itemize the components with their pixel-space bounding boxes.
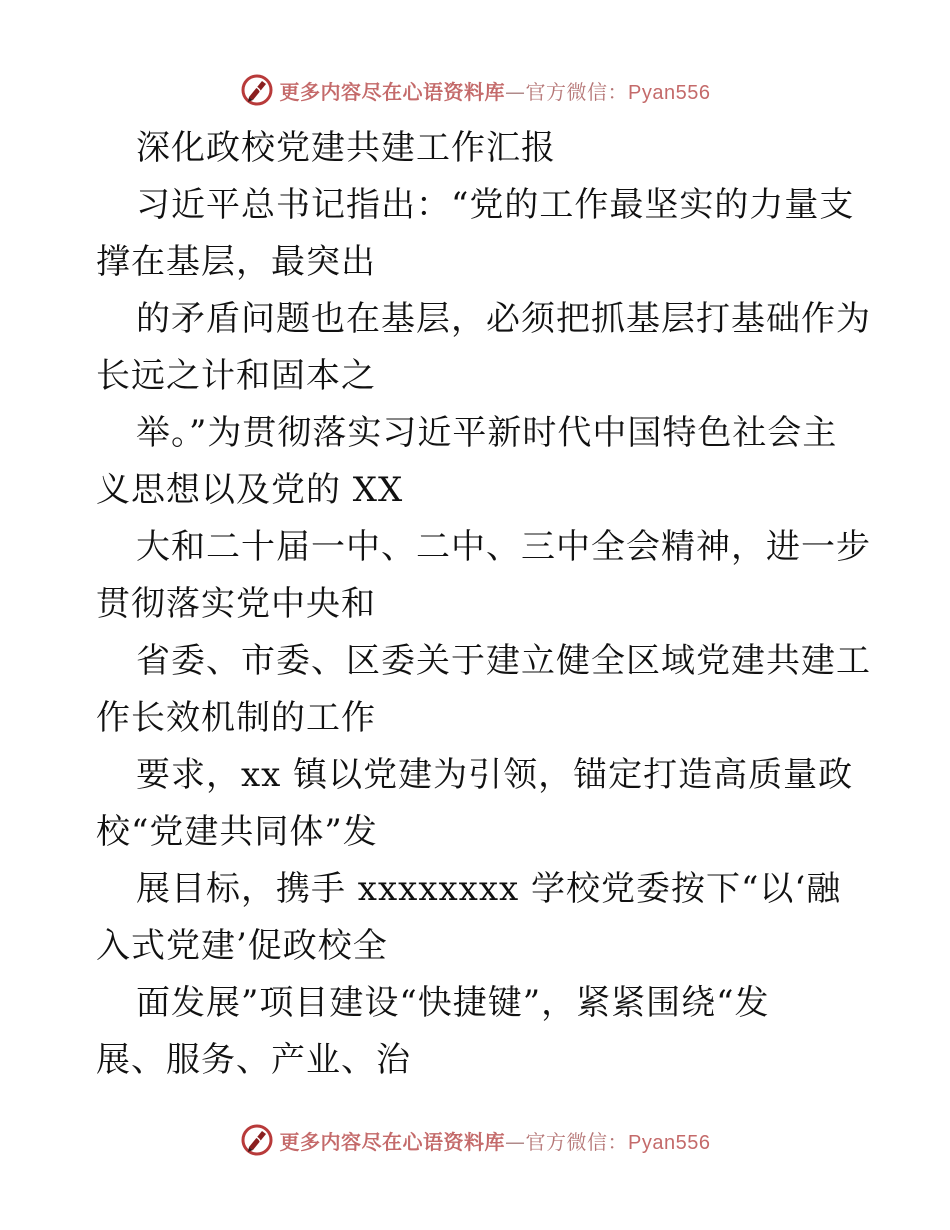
- paragraph-line: 省委、市委、区委关于建立健全区域党建共建工: [136, 641, 871, 681]
- paragraph-line: 义思想以及党的 XX: [96, 470, 404, 510]
- wechat-label: 官方微信：: [525, 79, 629, 104]
- paragraph-line: 长远之计和固本之: [96, 356, 376, 396]
- paragraph-line: 贯彻落实党中央和: [96, 584, 376, 624]
- paragraph-line: 举。”为贯彻落实习近平新时代中国特色社会主: [136, 413, 838, 453]
- paragraph-line: 展、服务、产业、治: [96, 1040, 411, 1080]
- site-name: 更多内容尽在心语资料库: [279, 79, 506, 104]
- header-watermark-text: [280, 76, 711, 105]
- paragraph-line: 要求，xx 镇以党建为引领，锚定打造高质量政: [136, 755, 854, 795]
- paragraph-line: 大和二十届一中、二中、三中全会精神，进一步: [136, 527, 871, 567]
- document-body: [96, 120, 871, 1089]
- wechat-id: Pyan556: [628, 81, 711, 104]
- footer-watermark: [0, 1120, 950, 1160]
- header-watermark-content: [240, 73, 711, 107]
- paragraph-line: 入式党建’促政校全: [96, 926, 388, 966]
- footer-watermark-content: [240, 1123, 711, 1157]
- brand-logo-icon: [240, 73, 274, 107]
- paragraph-line: 的矛盾问题也在基层，必须把抓基层打基础作为: [136, 299, 871, 339]
- site-separator: —: [505, 79, 526, 104]
- paragraph-line: 展目标，携手 xxxxxxxx 学校党委按下“以‘融: [136, 869, 842, 909]
- wechat-id: Pyan556: [628, 1131, 711, 1154]
- document-title: 深化政校党建共建工作汇报: [136, 128, 556, 168]
- paragraph-line: 作长效机制的工作: [96, 698, 376, 738]
- paragraph-line: 面发展”项目建设“快捷键”，紧紧围绕“发: [136, 983, 770, 1023]
- wechat-label: 官方微信：: [525, 1129, 629, 1154]
- paragraph-line: 习近平总书记指出：“党的工作最坚实的力量支: [136, 185, 855, 225]
- paragraph-line: 撑在基层，最突出: [96, 242, 376, 282]
- paragraph-line: 校“党建共同体”发: [96, 812, 378, 852]
- site-name: 更多内容尽在心语资料库: [279, 1129, 506, 1154]
- header-watermark: [0, 70, 950, 110]
- site-separator: —: [505, 1129, 526, 1154]
- brand-logo-icon: [240, 1123, 274, 1157]
- footer-watermark-text: [280, 1126, 711, 1155]
